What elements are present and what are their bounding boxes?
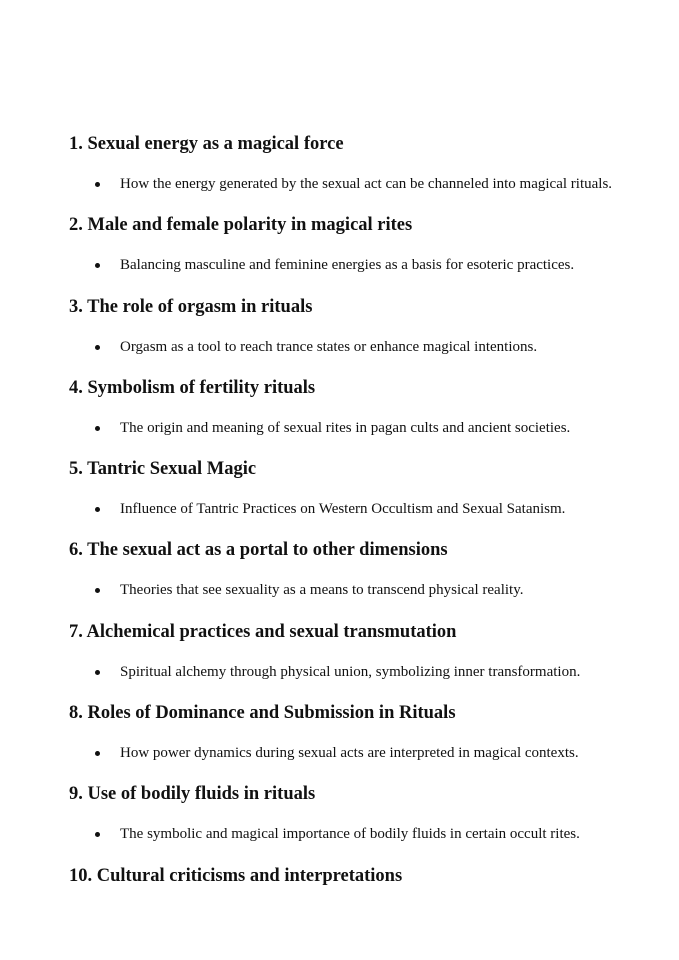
section-6 <box>0 530 679 611</box>
section-10 <box>0 856 679 937</box>
bullet-text: The origin and meaning of sexual rites in pagan cults and ancient societies. <box>120 419 571 436</box>
bullet-icon <box>95 263 100 268</box>
bullet-item <box>0 570 679 611</box>
section-heading: 2. Male and female polarity in magical rites <box>69 215 413 236</box>
section-heading: 5. Tantric Sexual Magic <box>69 459 257 480</box>
section-9 <box>0 774 679 855</box>
section-heading: 4. Symbolism of fertility rituals <box>69 377 316 398</box>
section-heading: 8. Roles of Dominance and Submission in Rituals <box>69 703 456 724</box>
section-heading: 6. The sexual act as a portal to other dimensions <box>69 540 448 561</box>
section-heading: 1. Sexual energy as a magical force <box>69 134 344 154</box>
section-heading: 9. Use of bodily fluids in rituals <box>69 784 316 805</box>
bullet-item <box>0 245 679 286</box>
bullet-text: How power dynamics during sexual acts are interpreted in magical contexts. <box>120 745 579 762</box>
bullet-item <box>0 489 679 530</box>
section-8 <box>0 693 679 774</box>
bullet-icon <box>95 670 100 675</box>
bullet-text: Orgasm as a tool to reach trance states or enhance magical intentions. <box>120 338 538 355</box>
section-3 <box>0 287 679 368</box>
bullet-text: Influence of Tantric Practices on Western Occultism and Sexual Satanism. <box>120 501 566 518</box>
section-heading: 7. Alchemical practices and sexual transmutation <box>69 621 457 642</box>
bullet-item <box>0 652 679 693</box>
bullet-icon <box>95 588 100 593</box>
section-7 <box>0 612 679 693</box>
section-5 <box>0 449 679 530</box>
bullet-item <box>0 733 679 774</box>
bullet-icon <box>95 345 100 350</box>
bullet-icon <box>95 182 100 187</box>
bullet-text: Spiritual alchemy through physical union, symbolizing inner transformation. <box>120 663 581 680</box>
section-4 <box>0 368 679 449</box>
bullet-icon <box>95 832 100 837</box>
section-heading: 3. The role of orgasm in rituals <box>69 296 313 317</box>
section-2 <box>0 205 679 286</box>
bullet-text: Balancing masculine and feminine energies as a basis for esoteric practices. <box>120 257 575 274</box>
bullet-item <box>0 327 679 368</box>
bullet-item <box>0 814 679 855</box>
bullet-icon <box>95 751 100 756</box>
bullet-icon <box>95 507 100 512</box>
bullet-text: Theories that see sexuality as a means to transcend physical reality. <box>120 582 524 599</box>
section-1 <box>0 124 679 205</box>
bullet-text: How the energy generated by the sexual act can be channeled into magical rituals. <box>120 176 613 192</box>
bullet-item <box>0 164 679 205</box>
bullet-icon <box>95 426 100 431</box>
document-body <box>0 124 679 937</box>
bullet-item <box>0 408 679 449</box>
section-heading: 10. Cultural criticisms and interpretations <box>69 865 403 886</box>
bullet-text: The symbolic and magical importance of bodily fluids in certain occult rites. <box>120 826 580 843</box>
